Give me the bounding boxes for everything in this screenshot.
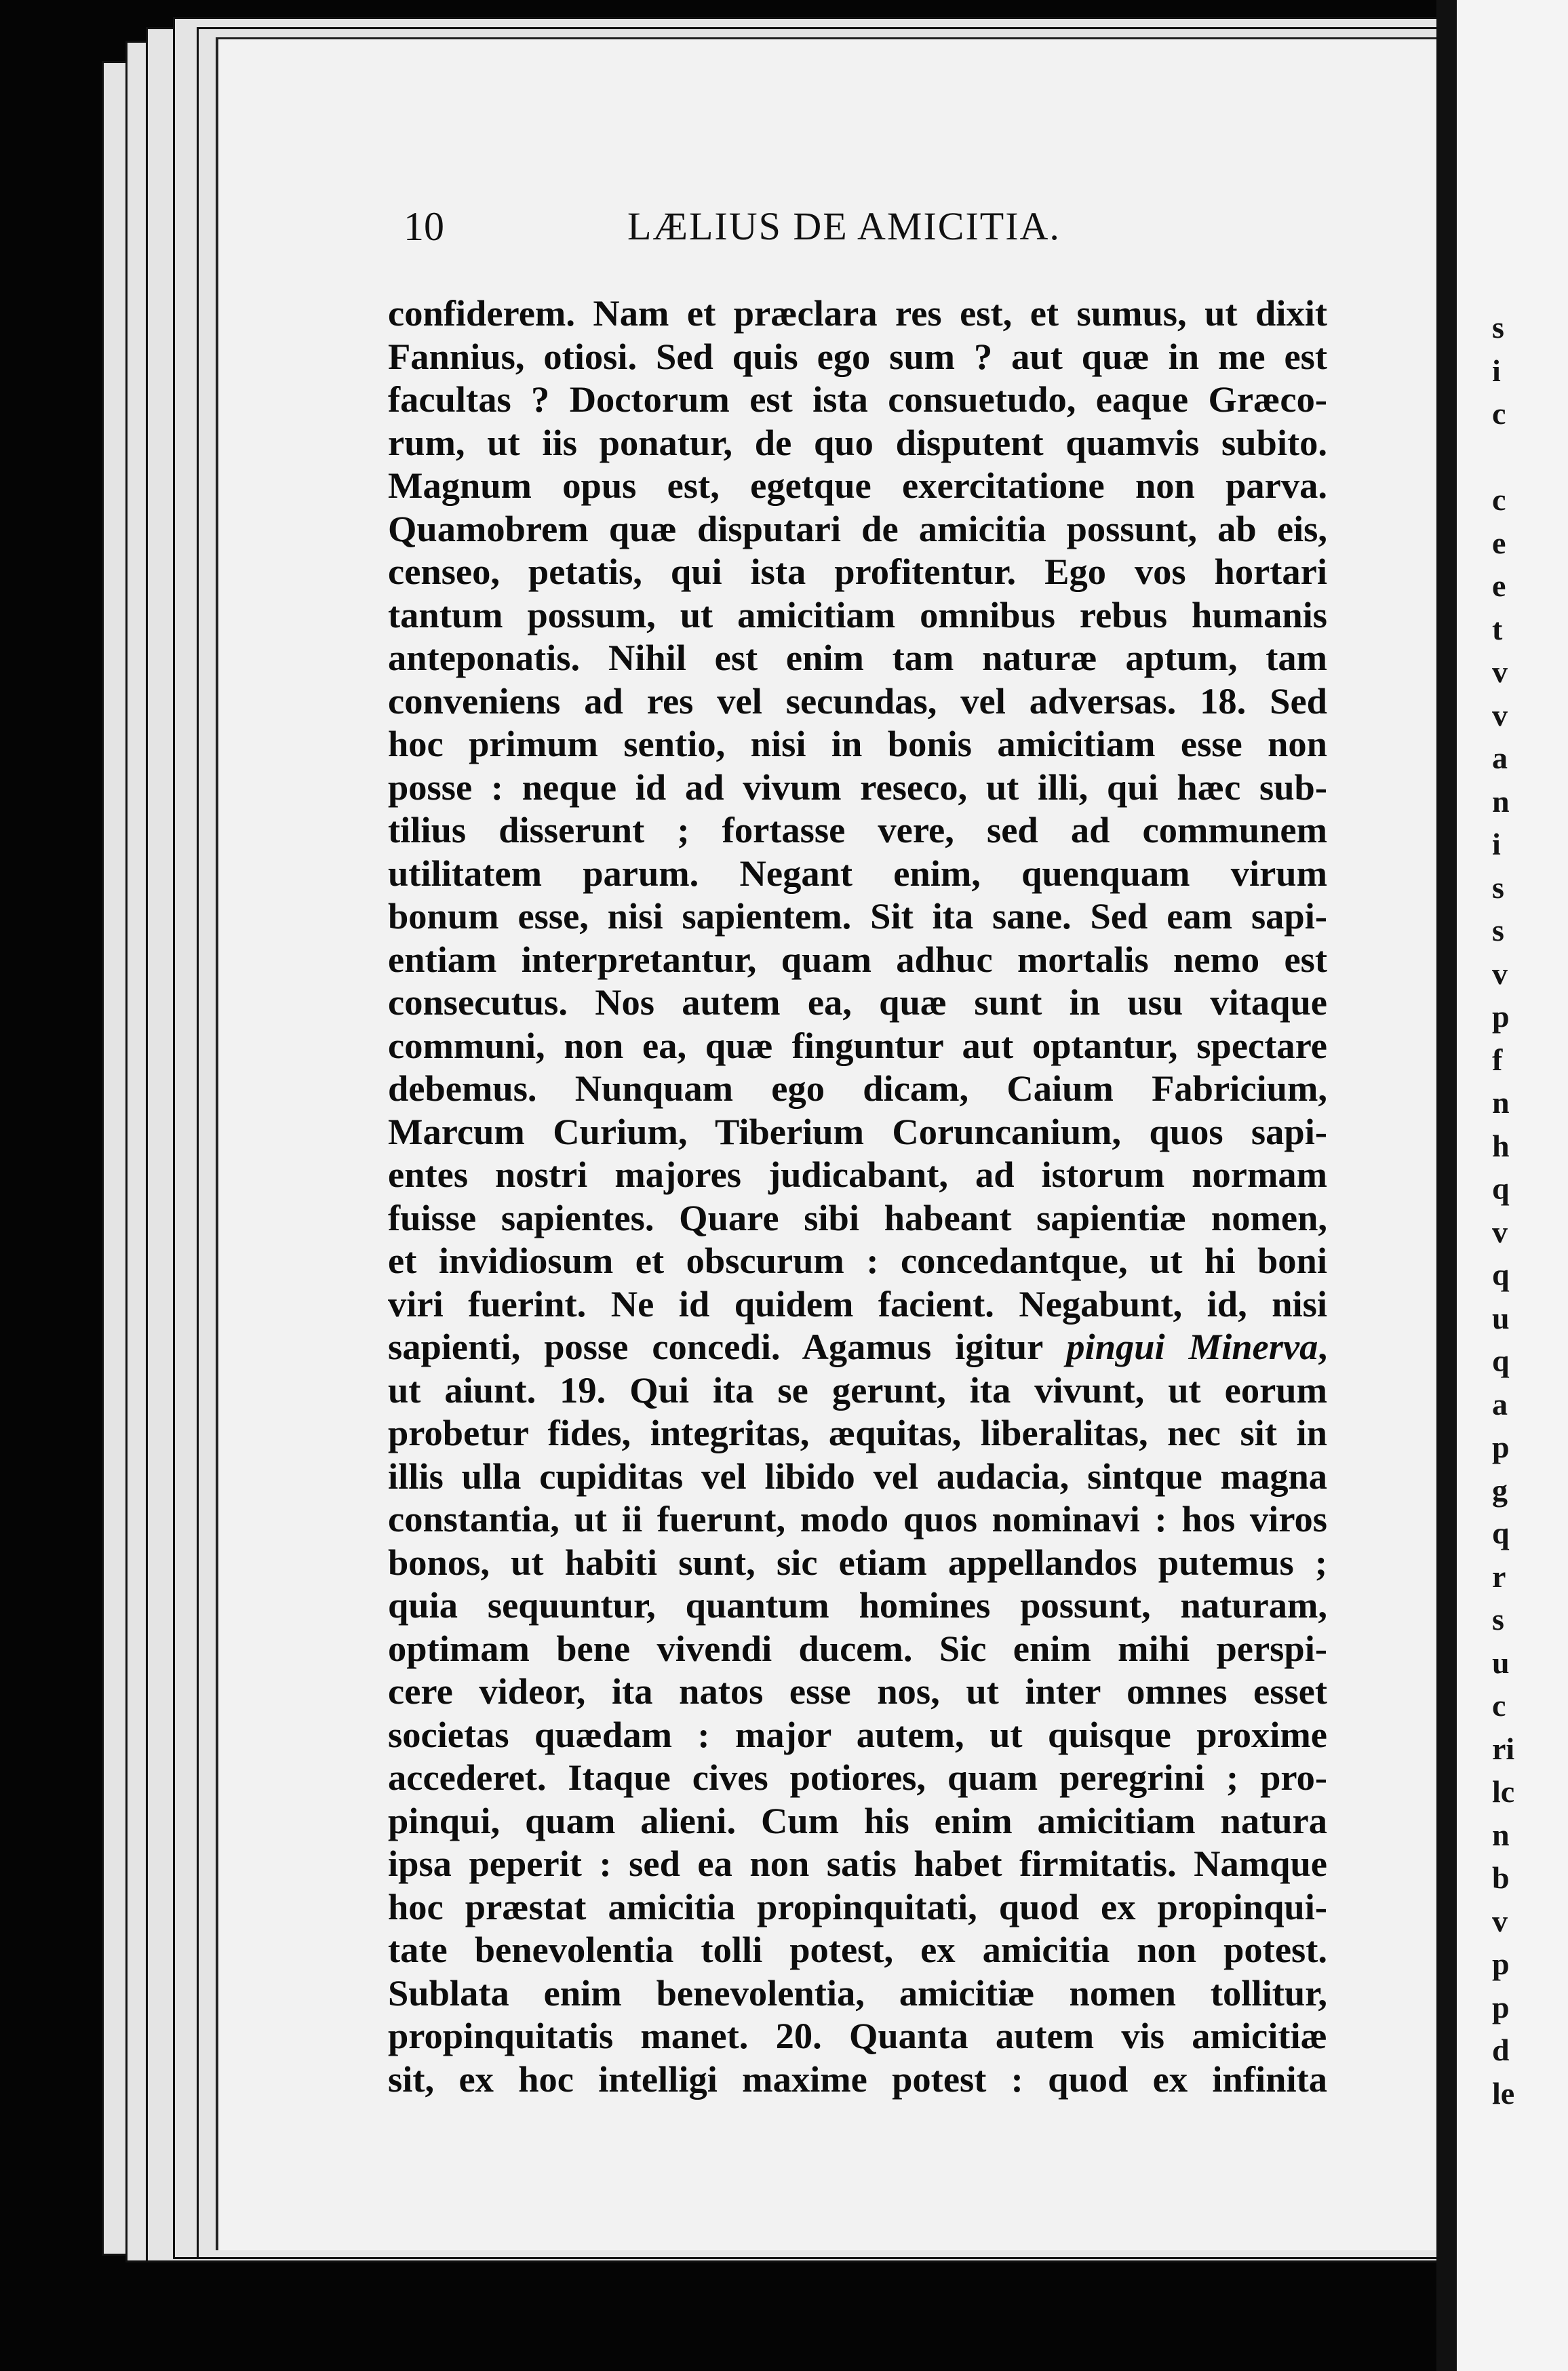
facing-page-fragment: ri — [1492, 1731, 1515, 1766]
facing-page-fragment: a — [1492, 1386, 1508, 1422]
text-line: cere videor, ita natos esse nos, ut inter omnes esset — [388, 1670, 1327, 1712]
text-line: Quamobrem quæ disputari de amicitia possunt, ab eis, — [388, 507, 1327, 549]
running-title: LÆLIUS DE AMICITIA. — [627, 204, 1061, 248]
text-line: anteponatis. Nihil est enim tam naturæ aptum, tam — [388, 637, 1327, 678]
facing-page-fragment: h — [1492, 1128, 1510, 1163]
facing-page-fragment: n — [1492, 1085, 1510, 1120]
text-line: bonum esse, nisi sapientem. Sit ita sane. Sed eam sapi- — [388, 895, 1327, 937]
facing-page-fragment: q — [1492, 1171, 1510, 1206]
text-line: pinqui, quam alieni. Cum his enim amicitiam natura — [388, 1799, 1327, 1841]
italic-phrase: pingui Minerva — [1066, 1326, 1318, 1367]
facing-page-fragment: u — [1492, 1645, 1510, 1680]
facing-page-fragment: v — [1492, 1903, 1508, 1938]
facing-page-fragment: c — [1492, 396, 1506, 431]
facing-page-fragment: q — [1492, 1516, 1510, 1550]
text-line: confiderem. Nam et præclara res est, et sumus, ut dixit — [388, 292, 1327, 334]
facing-page-fragment: v — [1492, 654, 1508, 689]
text-line: tate benevolentia tolli potest, ex amicitia non potest. — [388, 1929, 1327, 1970]
facing-page-fragment: e — [1492, 525, 1506, 560]
facing-page-fragment: i — [1492, 353, 1501, 388]
text-line: tilius disserunt ; fortasse vere, sed ad communem — [388, 809, 1327, 850]
text-line: entes nostri majores judicabant, ad istorum normam — [388, 1154, 1327, 1195]
facing-page-fragment: s — [1492, 1602, 1504, 1637]
facing-page-fragment: lc — [1492, 1774, 1515, 1809]
text-line: conveniens ad res vel secundas, vel adversas. 18. Sed — [388, 680, 1327, 722]
facing-page-fragment: d — [1492, 2033, 1510, 2067]
text-line: rum, ut iis ponatur, de quo disputent quamvis subito. — [388, 421, 1327, 463]
page-header — [404, 203, 1339, 258]
text-line: quia sequuntur, quantum homines possunt, naturam, — [388, 1584, 1327, 1626]
facing-page-fragment: c — [1492, 482, 1506, 517]
text-line: Fannius, otiosi. Sed quis ego sum ? aut quæ in me est — [388, 335, 1327, 377]
text-line: Marcum Curium, Tiberium Coruncanium, quos sapi- — [388, 1110, 1327, 1152]
text-line: viri fuerint. Ne id quidem facient. Negabunt, id, nisi — [388, 1282, 1327, 1325]
facing-page-fragment: u — [1492, 1300, 1510, 1335]
facing-page-fragment: p — [1492, 1946, 1510, 1981]
text-line: probetur fides, integritas, æquitas, liberalitas, nec sit in — [388, 1412, 1327, 1453]
facing-page-fragment: s — [1492, 310, 1504, 345]
text-line: ut aiunt. 19. Qui ita se gerunt, ita vivunt, ut eorum — [388, 1369, 1327, 1411]
text-line: hoc præstat amicitia propinquitati, quod ex propinqui- — [388, 1885, 1327, 1927]
facing-page-fragment: c — [1492, 1688, 1506, 1723]
text-line: censeo, petatis, qui ista profitentur. Ego vos hortari — [388, 551, 1327, 592]
text-line: accederet. Itaque cives potiores, quam peregrini ; pro- — [388, 1757, 1327, 1798]
text-line: constantia, ut ii fuerunt, modo quos nominavi : hos viros — [388, 1498, 1327, 1540]
facing-page-fragment: n — [1492, 783, 1510, 819]
facing-page-fragment: i — [1492, 827, 1501, 861]
text-line: ipsa peperit : sed ea non satis habet firmitatis. Namque — [388, 1843, 1327, 1884]
facing-page-fragment: g — [1492, 1472, 1508, 1508]
facing-page-fragment: v — [1492, 697, 1508, 732]
text-line: Magnum opus est, egetque exercitatione non parva. — [388, 465, 1327, 506]
text-line: facultas ? Doctorum est ista consuetudo, eaque Græco- — [388, 378, 1327, 420]
text-line: et invidiosum et obscurum : concedantque, ut hi boni — [388, 1240, 1327, 1281]
facing-page-fragment: v — [1492, 956, 1508, 991]
text-line: fuisse sapientes. Quare sibi habeant sapientiæ nomen, — [388, 1196, 1327, 1238]
facing-page-fragment: le — [1492, 2075, 1515, 2111]
text-line: posse : neque id ad vivum reseco, ut illi, qui hæc sub- — [388, 766, 1327, 808]
book-spine — [1436, 0, 1457, 2371]
facing-page-fragment: s — [1492, 869, 1504, 905]
facing-page-fragment: q — [1492, 1257, 1510, 1292]
facing-page-fragment: p — [1492, 999, 1510, 1034]
text-line: utilitatem parum. Negant enim, quenquam virum — [388, 852, 1327, 894]
text-line: bonos, ut habiti sunt, sic etiam appellandos putemus ; — [388, 1541, 1327, 1583]
text-line: sapienti, posse concedi. Agamus igitur pingui Minerva, — [388, 1326, 1328, 1367]
text-line: Sublata enim benevolentia, amicitiæ nomen tollitur, — [388, 1972, 1327, 2014]
text-line: entiam interpretantur, quam adhuc mortalis nemo est — [388, 938, 1327, 980]
facing-page-fragment: p — [1492, 1989, 1510, 2024]
facing-page-fragment: r — [1492, 1559, 1506, 1594]
facing-page-fragment: f — [1492, 1042, 1503, 1077]
facing-page — [1457, 0, 1568, 2371]
facing-page-fragment: v — [1492, 1214, 1508, 1249]
text-line: propinquitatis manet. 20. Quanta autem vis amicitiæ — [388, 2015, 1327, 2056]
facing-page-fragment: n — [1492, 1817, 1510, 1852]
facing-page-fragment: p — [1492, 1430, 1510, 1464]
page-number: 10 — [404, 204, 444, 249]
text-line: communi, non ea, quæ finguntur aut optantur, spectare — [388, 1024, 1327, 1066]
facing-page-fragment: e — [1492, 568, 1506, 603]
body-text — [388, 292, 1327, 2100]
facing-page-fragment: b — [1492, 1860, 1510, 1895]
text-line: sit, ex hoc intelligi maxime potest : quod ex infinita — [388, 2058, 1327, 2100]
text-line: optimam bene vivendi ducem. Sic enim mihi perspi- — [388, 1627, 1327, 1669]
text-line: societas quædam : major autem, ut quisque proxime — [388, 1713, 1327, 1755]
text-line: consecutus. Nos autem ea, quæ sunt in usu vitaque — [388, 981, 1327, 1023]
facing-page-fragment: t — [1492, 611, 1503, 646]
text-line: illis ulla cupiditas vel libido vel audacia, sintque magna — [388, 1455, 1327, 1497]
facing-page-fragment: q — [1492, 1344, 1510, 1378]
facing-page-fragment: a — [1492, 741, 1508, 775]
text-line: hoc primum sentio, nisi in bonis amicitiam esse non — [388, 723, 1327, 764]
text-line: debemus. Nunquam ego dicam, Caium Fabricium, — [388, 1067, 1327, 1109]
text-line: tantum possum, ut amicitiam omnibus rebus humanis — [388, 593, 1327, 635]
facing-page-fragment: s — [1492, 913, 1504, 947]
